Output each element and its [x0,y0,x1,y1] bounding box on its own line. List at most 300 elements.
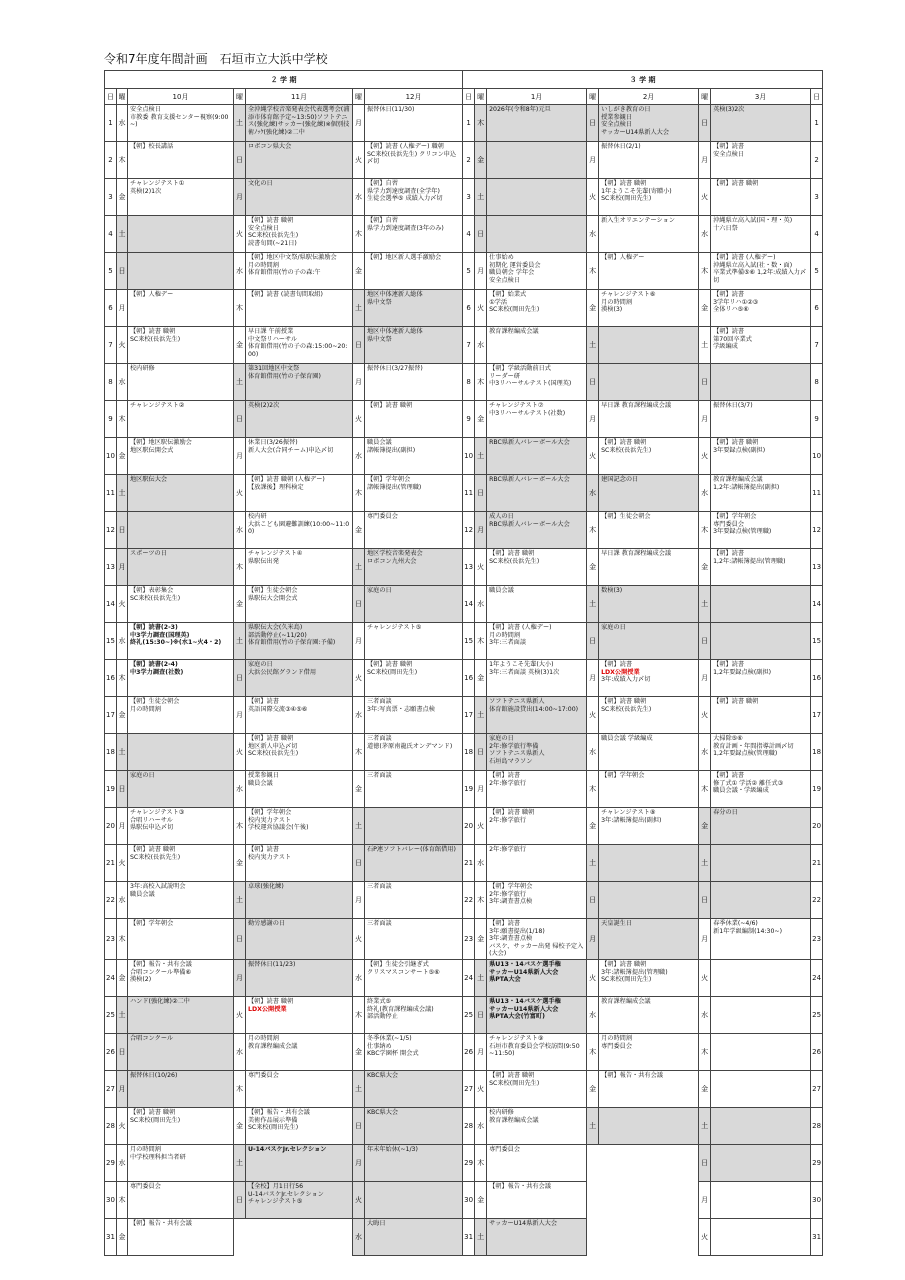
dec-events: 地区中体連新人総体 県中文祭 [365,290,463,327]
mar-events: 【朝】読書 1,2年要録点検(副担) [711,660,811,697]
day-number: 7 [811,327,823,364]
mar-events: 英検(3)2次 [711,105,811,142]
feb-weekday: 木 [587,1033,599,1070]
oct-events: ハンド(強化練)②二中 [128,996,234,1033]
jan-weekday: 土 [475,438,487,475]
calendar-row [105,179,823,216]
oct-weekday: 木 [117,660,128,697]
jan-events: ソフトテニス県新人 体育館施設貸出(14:00~17:00) [487,697,587,734]
nov-events: 月の時間割 教育課程編成会議 [246,1033,353,1070]
feb-events: 振替休日(2/1) [599,142,699,179]
nov-weekday: 日 [234,919,246,960]
nov-events: 【朝】読書 職朝 地区新人申込〆切 SC来校(長浜先生) [246,734,353,771]
day-number: 23 [105,919,117,960]
oct-weekday: 水 [117,1144,128,1181]
feb-weekday: 月 [587,401,599,438]
day-number: 25 [811,996,823,1033]
jan-weekday: 土 [475,697,487,734]
nov-events: 【朝】読書 英語国際交流③④⑤⑥ [246,697,353,734]
dec-weekday: 火 [353,142,365,179]
day-number: 26 [105,1033,117,1070]
jan-events: 校内研修 教育課程編成会議 [487,1107,587,1144]
feb-events: 新入生オリエンテーション [599,216,699,253]
oct-weekday: 水 [117,882,128,919]
jan-weekday: 金 [475,919,487,960]
dec-events: 職員会議 諸帳簿提出(副担) [365,438,463,475]
dec-events: 三者面談 3年:写真票・志願書点検 [365,697,463,734]
feb-weekday: 日 [587,623,599,660]
dec-events: 振替休日(11/30) [365,105,463,142]
day-number: 6 [811,290,823,327]
calendar-row [105,771,823,808]
oct-weekday: 金 [117,697,128,734]
nov-weekday: 火 [234,216,246,253]
day-number: 4 [463,216,475,253]
nov-events: 専門委員会 [246,1070,353,1107]
day-number: 30 [811,1181,823,1218]
feb-events: 家庭の日 [599,623,699,660]
dec-events: 【朝】読書 (人権デー) 職朝 SC来校(長浜先生) クリコン申込〆切 [365,142,463,179]
dec-weekday: 土 [353,808,365,845]
jan-weekday: 土 [475,959,487,996]
mar-events: 【朝】読書 3学年リハ①②③ 全体リハ⑤⑥ [711,290,811,327]
day-number: 8 [811,364,823,401]
nov-events: 家庭の日 大浜公民館グランド借用 [246,660,353,697]
dec-events: 終業式⑤ 終礼(教育課程編成会議) 部活動停止 [365,996,463,1033]
nov-weekday: 金 [234,845,246,882]
empty-cell [234,1218,353,1255]
nov-events: 早日課 午前授業 中文祭リハーサル 体育館借用(竹の子の森:15:00~20:00) [246,327,353,364]
calendar-row [105,290,823,327]
day-number: 3 [105,179,117,216]
oct-weekday: 木 [117,142,128,179]
oct-events: 3年:高校入試説明会 職員会議 [128,882,234,919]
empty-cell [587,1181,699,1218]
header-day: 日 [463,89,475,105]
nov-events: 【朝】読書 職朝 安全点検日 SC来校(長浜先生) 読書旬間(~21日) [246,216,353,253]
day-number: 22 [463,882,475,919]
mar-weekday: 火 [699,697,711,734]
oct-events: チャレンジテスト① 英検(2)1次 [128,179,234,216]
nov-events: 文化の日 [246,179,353,216]
feb-events: 数検(3) [599,586,699,623]
nov-events: 卓球(強化練) [246,882,353,919]
jan-weekday: 金 [475,660,487,697]
nov-weekday: 水 [234,512,246,549]
mar-weekday: 土 [699,327,711,364]
day-number: 12 [105,512,117,549]
jan-weekday: 日 [475,996,487,1033]
calendar-row [105,327,823,364]
dec-events: 地区学校音楽発表会 ロボコン九州大会 [365,549,463,586]
calendar-row [105,959,823,996]
dec-events: 冬季休業(~1/5) 仕事納め KBC学園杯 開会式 [365,1033,463,1070]
mar-weekday: 日 [699,105,711,142]
mar-events: 春分の日 [711,808,811,845]
nov-weekday: 月 [234,438,246,475]
feb-weekday: 金 [587,290,599,327]
dec-weekday: 木 [353,734,365,771]
feb-events: 教育課程編成会議 [599,996,699,1033]
day-number: 16 [811,660,823,697]
header-dow: 曜 [353,89,365,105]
nov-weekday: 水 [234,1033,246,1070]
oct-weekday: 水 [117,623,128,660]
oct-weekday: 木 [117,919,128,960]
day-number: 1 [105,105,117,142]
jan-weekday: 土 [475,1218,487,1255]
calendar-row [105,660,823,697]
jan-weekday: 木 [475,364,487,401]
nov-weekday: 水 [234,771,246,808]
mar-weekday: 月 [699,401,711,438]
nov-events: 県駅伝大会(久米島) 部活動停止(~11/20) 体育館借用(竹の子保育園:予備) [246,623,353,660]
calendar-row [105,216,823,253]
day-number: 6 [105,290,117,327]
dec-weekday: 土 [353,290,365,327]
calendar-row [105,1181,823,1218]
header-oct: 10月 [128,89,234,105]
day-number: 13 [811,549,823,586]
jan-events: 【朝】始業式 ①学活 SC来校(岡田先生) [487,290,587,327]
calendar-row [105,512,823,549]
oct-events: 【朝】報告・共有会議 [128,1218,234,1255]
oct-events: チャレンジテスト② [128,401,234,438]
day-number: 11 [463,475,475,512]
feb-events: 【朝】読書 職朝 1年ようこそ先輩(寄贈小) SC来校(岡田先生) [599,179,699,216]
day-number: 26 [811,1033,823,1070]
dec-weekday: 日 [353,845,365,882]
mar-weekday: 水 [699,734,711,771]
dec-weekday: 日 [353,586,365,623]
mar-weekday: 日 [699,1144,711,1181]
feb-events: いしがき教育の日 授業参観日 安全点検日 サッカーU14県新人大会 [599,105,699,142]
oct-events: 【朝】学年朝会 [128,919,234,960]
nov-weekday: 日 [234,660,246,697]
jan-events: 専門委員会 [487,1144,587,1181]
dec-events: 【朝】地区新人選手激励会 [365,253,463,290]
dec-events: 振替休日(3/27振替) [365,364,463,401]
oct-events: 安全点検日 市教委 教育支援センター視察(9:00~) [128,105,234,142]
mar-weekday: 月 [699,919,711,960]
nov-weekday: 日 [234,401,246,438]
feb-weekday: 木 [587,771,599,808]
jan-weekday: 木 [475,1144,487,1181]
nov-events: 英検(2)2次 [246,401,353,438]
jan-weekday: 月 [475,253,487,290]
mar-events: 【朝】読書 (人権デー) 沖縄県立高入試(社・数・面) 卒業式準備⑤⑥ 1,2年:成績入力〆切 [711,253,811,290]
oct-weekday: 土 [117,216,128,253]
jan-events: 教育課程編成会議 [487,327,587,364]
jan-events: 県U13・14バスケ選手権 サッカーU14県新人大会 県PTA大会 [487,959,587,996]
calendar-row [105,1218,823,1255]
oct-weekday: 土 [117,475,128,512]
day-number: 28 [463,1107,475,1144]
feb-events [599,327,699,364]
day-number: 31 [811,1218,823,1255]
oct-weekday: 日 [117,253,128,290]
jan-weekday: 火 [475,290,487,327]
day-number: 10 [463,438,475,475]
jan-events: 【朝】読書 職朝 SC来校(長浜先生) [487,549,587,586]
jan-events: チャレンジテスト⑨ 石垣市教育委員会学校訪問(9:50~11:50) [487,1033,587,1070]
day-number: 31 [463,1218,475,1255]
jan-weekday: 土 [475,179,487,216]
nov-events: 【朝】読書 (読書旬間取組) [246,290,353,327]
dec-events [365,808,463,845]
nov-events: 【朝】地区中文祭/県駅伝激励会 月の時間割 体育館借用(竹の子の森:午 [246,253,353,290]
nov-events: 振替休日(11/23) [246,959,353,996]
calendar-row [105,1107,823,1144]
day-number: 17 [463,697,475,734]
day-number: 30 [463,1181,475,1218]
day-number: 19 [463,771,475,808]
nov-weekday: 土 [234,105,246,142]
jan-weekday: 水 [475,327,487,364]
header-feb: 2月 [599,89,699,105]
calendar-body [105,105,823,1256]
calendar-row [105,882,823,919]
oct-events: 【朝】報告・共有会議 合唱コンクール準備⑥ 漢検(2) [128,959,234,996]
mar-weekday: 月 [699,1181,711,1218]
day-number: 2 [463,142,475,179]
mar-weekday: 土 [699,845,711,882]
jan-events: 【朝】読書 2年:修学旅行 [487,771,587,808]
mar-events: 【朝】読書 職朝 [711,697,811,734]
dec-events: 専門委員会 [365,512,463,549]
day-number: 10 [811,438,823,475]
feb-weekday: 月 [587,919,599,960]
page-title: 令和7年度年間計画 石垣市立大浜中学校 [104,52,328,66]
day-number: 24 [463,959,475,996]
day-number: 20 [811,808,823,845]
mar-weekday: 水 [699,996,711,1033]
header-dec: 12月 [365,89,463,105]
mar-events [711,1107,811,1144]
feb-weekday: 土 [587,327,599,364]
mar-weekday: 月 [699,142,711,179]
header-dow: 曜 [475,89,487,105]
oct-events [128,253,234,290]
dec-events [365,1181,463,1218]
mar-weekday: 土 [699,586,711,623]
jan-weekday: 月 [475,512,487,549]
day-number: 24 [105,959,117,996]
day-number: 23 [811,919,823,960]
calendar-row [105,996,823,1033]
dec-events: チャレンジテスト⑤ [365,623,463,660]
day-number: 5 [105,253,117,290]
calendar-row [105,734,823,771]
feb-events: 建国記念の日 [599,475,699,512]
feb-weekday: 木 [587,512,599,549]
oct-events: 校内研修 [128,364,234,401]
dec-weekday: 日 [353,1107,365,1144]
day-number: 27 [811,1070,823,1107]
nov-weekday: 火 [234,734,246,771]
feb-weekday: 火 [587,438,599,475]
day-number: 19 [811,771,823,808]
jan-weekday: 日 [475,734,487,771]
feb-events [599,1107,699,1144]
dec-weekday: 木 [353,996,365,1033]
oct-weekday: 火 [117,1107,128,1144]
feb-events: チャレンジテスト⑥ 月の時間割 漢検(3) [599,290,699,327]
day-number: 31 [105,1218,117,1255]
day-number: 5 [463,253,475,290]
day-number: 21 [105,845,117,882]
oct-weekday: 月 [117,1070,128,1107]
dec-events: 【朝】自習 県学力到達度調査(3年のみ) [365,216,463,253]
day-number: 19 [105,771,117,808]
dec-events: 三者面談 道徳(茅原南龍氏オンデマンド) [365,734,463,771]
feb-weekday: 水 [587,996,599,1033]
mar-events: 教育課程編成会議 1,2年:諸帳簿提出(副担) [711,475,811,512]
dec-events: KBC県大会 [365,1070,463,1107]
day-number: 4 [811,216,823,253]
nov-weekday: 月 [234,959,246,996]
day-number: 9 [811,401,823,438]
jan-events [487,179,587,216]
day-number: 28 [811,1107,823,1144]
jan-events: 【朝】読書 3年:願書提出(1/18) 3年:調査書点検 バスケ、サッカー出発 帰校予定入(大会) [487,919,587,960]
nov-events [246,996,353,1033]
day-number: 20 [463,808,475,845]
dec-weekday: 水 [353,1218,365,1255]
calendar-row [105,1033,823,1070]
mar-weekday: 金 [699,808,711,845]
oct-weekday: 月 [117,290,128,327]
oct-weekday: 水 [117,105,128,142]
nov-events: 【全校】月1日行56 U-14バスケJr.セレクション チャレンジテスト⑤ [246,1181,353,1218]
day-number: 22 [811,882,823,919]
jan-events: 2年:修学旅行 [487,845,587,882]
day-number: 15 [105,623,117,660]
oct-weekday: 金 [117,1218,128,1255]
dec-events: 【朝】読書 職朝 SC来校(岡田先生) [365,660,463,697]
nov-events: チャレンジテスト④ 県駅伝出発 [246,549,353,586]
dec-weekday: 土 [353,549,365,586]
oct-weekday: 月 [117,549,128,586]
feb-weekday: 木 [587,253,599,290]
dec-events: 三者面談 [365,882,463,919]
feb-events: 早日課 教育課程編成会議 [599,549,699,586]
oct-weekday: 土 [117,996,128,1033]
jan-weekday: 日 [475,216,487,253]
dec-weekday: 土 [353,1070,365,1107]
jan-events: 【朝】読書 (人権デー) 月の時間割 3年:三者面談 [487,623,587,660]
oct-events: 合唱コンクール [128,1033,234,1070]
dec-events: 三者面談 [365,919,463,960]
day-number: 3 [811,179,823,216]
jan-events: サッカーU14県新人大会 [487,1218,587,1255]
day-number: 20 [105,808,117,845]
jan-events: RBC県新人バレーボール大会 [487,475,587,512]
jan-weekday: 木 [475,105,487,142]
day-number: 5 [811,253,823,290]
oct-events: 【朝】読書 職朝 SC来校(長浜先生) [128,845,234,882]
feb-events [599,364,699,401]
day-number: 9 [463,401,475,438]
oct-events: スポーツの日 [128,549,234,586]
dec-weekday: 木 [353,475,365,512]
mar-weekday: 木 [699,771,711,808]
jan-weekday: 火 [475,1070,487,1107]
header-jan: 1月 [487,89,587,105]
feb-events: 職員会議 学級編成 [599,734,699,771]
feb-events: 【朝】生徒会朝会 [599,512,699,549]
nov-weekday: 土 [234,1144,246,1181]
oct-events [128,216,234,253]
feb-weekday: 金 [587,549,599,586]
jan-events [487,142,587,179]
day-number: 16 [463,660,475,697]
oct-events: 地区駅伝大会 [128,475,234,512]
jan-weekday: 日 [475,475,487,512]
nov-weekday: 土 [234,364,246,401]
mar-events: 沖縄県立高入試(国・理・英) 十六日祭 [711,216,811,253]
day-number: 25 [463,996,475,1033]
header-mar: 3月 [711,89,811,105]
oct-weekday: 金 [117,959,128,996]
day-number: 14 [463,586,475,623]
day-number: 9 [105,401,117,438]
dec-events: 年末年始休(~1/3) [365,1144,463,1181]
nov-events: 校内研 大浜こども園避難訓練(10:00~11:00) [246,512,353,549]
feb-events [599,882,699,919]
jan-events: 【朝】学年朝会 2年:修学旅行 3年:調査書点検 [487,882,587,919]
mar-events [711,364,811,401]
mar-weekday: 木 [699,253,711,290]
day-number: 7 [105,327,117,364]
mar-events [711,1070,811,1107]
day-number: 8 [105,364,117,401]
nov-events: 第31回地区中文祭 体育館借用(竹の子保育園) [246,364,353,401]
dec-weekday: 金 [353,253,365,290]
feb-events [599,660,699,697]
dec-weekday: 月 [353,1144,365,1181]
dec-weekday: 水 [353,179,365,216]
mar-events: 【朝】読書 1,2年:諸帳簿提出(管理職) [711,549,811,586]
oct-events: 【朝】読書 職朝 SC来校(長浜先生) [128,327,234,364]
jan-weekday: 月 [475,771,487,808]
mar-events: 振替休日(3/7) [711,401,811,438]
dec-weekday: 月 [353,364,365,401]
dec-weekday: 金 [353,1033,365,1070]
day-number: 14 [811,586,823,623]
header-day: 日 [811,89,823,105]
day-number: 8 [463,364,475,401]
nov-weekday: 木 [234,290,246,327]
nov-weekday: 木 [234,549,246,586]
mar-events: 【朝】読書 第70回卒業式 学級編成 [711,327,811,364]
dec-weekday: 金 [353,512,365,549]
oct-events: 【朝】表彰集会 SC来校(長浜先生) [128,586,234,623]
calendar-row [105,1070,823,1107]
nov-weekday: 水 [234,253,246,290]
jan-weekday: 金 [475,1181,487,1218]
dec-events: 【朝】読書 職朝 [365,401,463,438]
day-number: 16 [105,660,117,697]
oct-events: 専門委員会 [128,1181,234,1218]
feb-events: 【朝】学年朝会 [599,771,699,808]
dec-events: 【朝】学年朝会 諸帳簿提出(管理職) [365,475,463,512]
feb-weekday: 水 [587,734,599,771]
calendar-row [105,586,823,623]
oct-events [128,734,234,771]
jan-weekday: 火 [475,549,487,586]
jan-events: 2026年(令和8年)元旦 [487,105,587,142]
